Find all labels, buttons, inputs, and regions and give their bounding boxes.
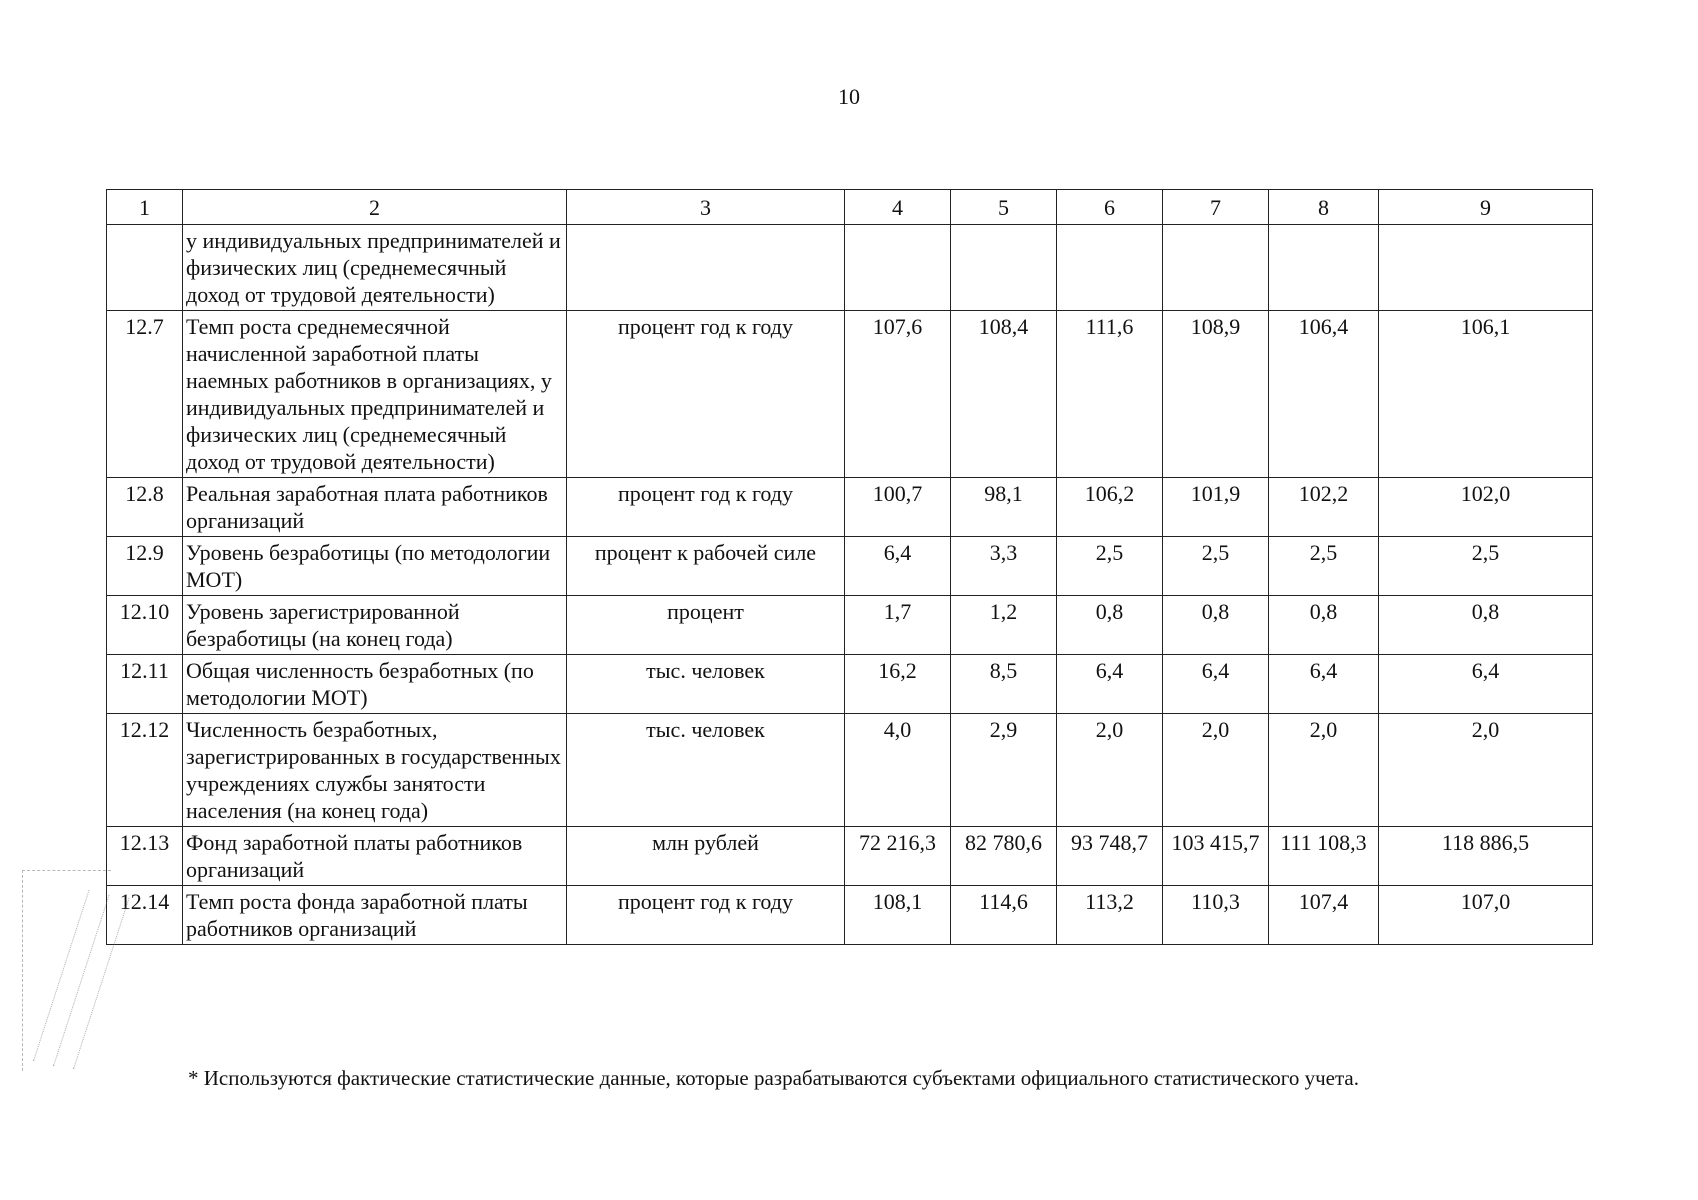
page-number: 10 [838,84,860,109]
indicator-name: Общая численность безработных (по методологии МОТ) [183,655,567,714]
table-row [107,478,1593,537]
value-cell: 2,9 [951,714,1057,827]
value-cell: 0,8 [1379,596,1593,655]
header-cell: 9 [1379,190,1593,225]
value-cell: 0,8 [1057,596,1163,655]
value-cell: 100,7 [845,478,951,537]
unit-cell: процент год к году [567,311,845,478]
value-cell: 6,4 [1057,655,1163,714]
value-cell: 2,5 [1057,537,1163,596]
value-cell: 82 780,6 [951,827,1057,886]
header-cell: 2 [183,190,567,225]
header-cell: 4 [845,190,951,225]
value-cell: 106,4 [1269,311,1379,478]
value-cell: 118 886,5 [1379,827,1593,886]
unit-cell: процент [567,596,845,655]
row-number: 12.10 [107,596,183,655]
indicator-name: Фонд заработной платы работников организаций [183,827,567,886]
value-cell: 111,6 [1057,311,1163,478]
value-cell: 0,8 [1163,596,1269,655]
indicator-name: Численность безработных, зарегистрированных в государственных учреждениях службы занятости населения (на конец года) [183,714,567,827]
row-number: 12.14 [107,886,183,945]
value-cell: 0,8 [1269,596,1379,655]
value-cell: 108,1 [845,886,951,945]
value-cell: 6,4 [845,537,951,596]
table-row [107,655,1593,714]
value-cell: 6,4 [1269,655,1379,714]
value-cell [845,225,951,311]
unit-cell: процент год к году [567,478,845,537]
value-cell: 8,5 [951,655,1057,714]
header-cell: 5 [951,190,1057,225]
value-cell [1163,225,1269,311]
footnote: * Используются фактические статистические данные, которые разрабатываются субъектами официального статистического учета. [188,1066,1359,1090]
value-cell: 3,3 [951,537,1057,596]
table-row [107,311,1593,478]
value-cell: 113,2 [1057,886,1163,945]
indicators-table [106,189,1593,945]
value-cell: 114,6 [951,886,1057,945]
value-cell: 108,9 [1163,311,1269,478]
value-cell: 101,9 [1163,478,1269,537]
unit-cell: тыс. человек [567,655,845,714]
indicator-name: Реальная заработная плата работников организаций [183,478,567,537]
header-cell: 6 [1057,190,1163,225]
value-cell: 72 216,3 [845,827,951,886]
value-cell: 1,2 [951,596,1057,655]
row-number: 12.13 [107,827,183,886]
value-cell: 107,0 [1379,886,1593,945]
value-cell: 93 748,7 [1057,827,1163,886]
table-row [107,596,1593,655]
value-cell: 107,4 [1269,886,1379,945]
value-cell: 110,3 [1163,886,1269,945]
value-cell: 2,0 [1269,714,1379,827]
row-number: 12.12 [107,714,183,827]
value-cell: 106,1 [1379,311,1593,478]
header-cell: 1 [107,190,183,225]
table-row [107,537,1593,596]
table-row [107,225,1593,311]
indicator-name: Уровень безработицы (по методологии МОТ) [183,537,567,596]
value-cell [1057,225,1163,311]
value-cell: 2,0 [1163,714,1269,827]
indicator-name: Темп роста среднемесячной начисленной заработной платы наемных работников в организациях, у индивидуальных предпринимателей и физических лиц (среднемесячный доход от трудовой деятельности) [183,311,567,478]
value-cell: 16,2 [845,655,951,714]
value-cell: 103 415,7 [1163,827,1269,886]
header-row [107,190,1593,225]
row-number [107,225,183,311]
value-cell [951,225,1057,311]
value-cell: 111 108,3 [1269,827,1379,886]
indicator-name: у индивидуальных предпринимателей и физических лиц (среднемесячный доход от трудовой деятельности) [183,225,567,311]
row-number: 12.7 [107,311,183,478]
header-cell: 8 [1269,190,1379,225]
header-cell: 3 [567,190,845,225]
row-number: 12.11 [107,655,183,714]
row-number: 12.8 [107,478,183,537]
value-cell: 2,5 [1379,537,1593,596]
value-cell: 107,6 [845,311,951,478]
value-cell: 4,0 [845,714,951,827]
value-cell: 102,0 [1379,478,1593,537]
unit-cell: процент к рабочей силе [567,537,845,596]
value-cell: 2,0 [1057,714,1163,827]
value-cell: 6,4 [1163,655,1269,714]
value-cell: 2,5 [1163,537,1269,596]
stamp-mark [22,870,111,1071]
unit-cell: тыс. человек [567,714,845,827]
indicator-name: Темп роста фонда заработной платы работников организаций [183,886,567,945]
row-number: 12.9 [107,537,183,596]
header-cell: 7 [1163,190,1269,225]
unit-cell [567,225,845,311]
unit-cell: млн рублей [567,827,845,886]
value-cell [1269,225,1379,311]
value-cell: 98,1 [951,478,1057,537]
value-cell: 102,2 [1269,478,1379,537]
unit-cell: процент год к году [567,886,845,945]
value-cell [1379,225,1593,311]
value-cell: 106,2 [1057,478,1163,537]
indicator-name: Уровень зарегистрированной безработицы (на конец года) [183,596,567,655]
value-cell: 2,5 [1269,537,1379,596]
value-cell: 108,4 [951,311,1057,478]
table-row [107,886,1593,945]
value-cell: 1,7 [845,596,951,655]
value-cell: 2,0 [1379,714,1593,827]
value-cell: 6,4 [1379,655,1593,714]
table-row [107,827,1593,886]
table-row [107,714,1593,827]
